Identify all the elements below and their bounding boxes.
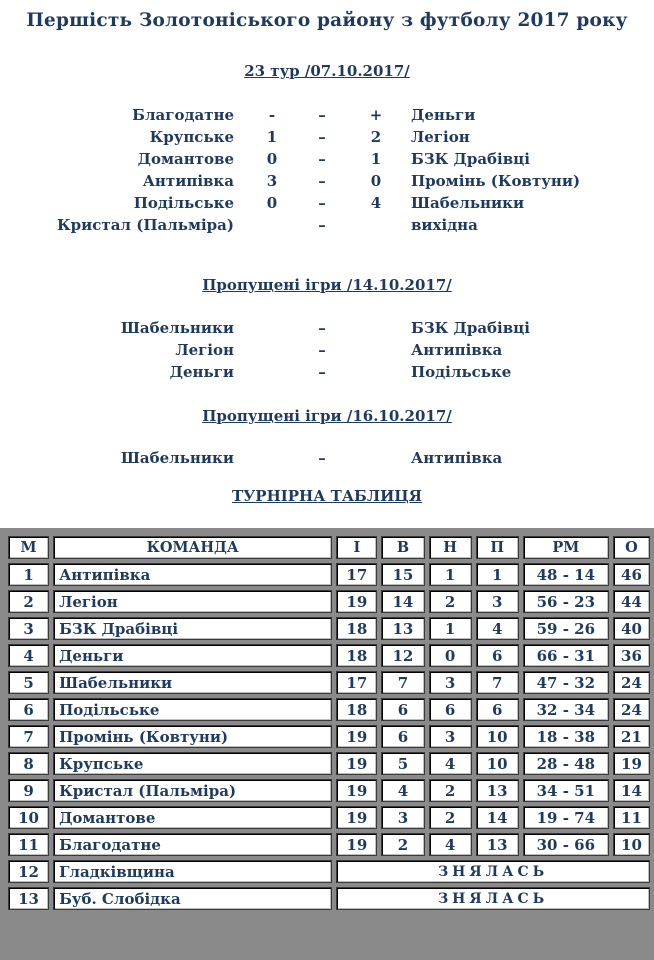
home-team: Антипівка	[142, 172, 234, 190]
missed-games-heading-2[interactable]: Пропущені ігри /16.10.2017/	[202, 407, 452, 425]
score-dash: –	[318, 194, 326, 212]
home-team: Шабельники	[120, 319, 234, 337]
position-cell: 2	[8, 590, 49, 613]
away-team: Легіон	[411, 128, 470, 146]
away-team: Промінь (Ковтуни)	[411, 172, 581, 190]
goals-cell: 30 - 66	[523, 833, 609, 856]
goals-cell: 47 - 32	[523, 671, 609, 694]
goals-cell: 48 - 14	[523, 563, 609, 586]
team-cell: Благодатне	[53, 833, 332, 856]
won-cell: 7	[381, 671, 424, 694]
col-header-lost: П	[476, 536, 519, 559]
home-team: Благодатне	[132, 106, 234, 124]
played-cell: 19	[336, 725, 377, 748]
standings-body	[8, 563, 650, 910]
table-row	[8, 779, 650, 802]
match-row	[0, 449, 654, 471]
table-row	[8, 752, 650, 775]
home-team: Деньги	[169, 363, 234, 381]
position-cell: 8	[8, 752, 49, 775]
match-row	[0, 172, 654, 194]
position-cell: 12	[8, 860, 49, 883]
points-cell: 40	[613, 617, 650, 640]
table-row	[8, 833, 650, 856]
won-cell: 3	[381, 806, 424, 829]
played-cell: 19	[336, 752, 377, 775]
played-cell: 19	[336, 779, 377, 802]
lost-cell: 1	[476, 563, 519, 586]
page-title: Першість Золотоніського району з футболу 2017 року	[26, 10, 628, 31]
won-cell: 6	[381, 698, 424, 721]
round-heading[interactable]: 23 тур /07.10.2017/	[244, 62, 410, 80]
team-cell: Домантове	[53, 806, 332, 829]
score-dash: –	[318, 216, 326, 234]
drawn-cell: 1	[429, 617, 472, 640]
table-row	[8, 644, 650, 667]
drawn-cell: 2	[429, 806, 472, 829]
goals-cell: 18 - 38	[523, 725, 609, 748]
col-header-team: КОМАНДА	[53, 536, 332, 559]
match-row	[0, 128, 654, 150]
col-header-played: І	[336, 536, 377, 559]
goals-cell: 32 - 34	[523, 698, 609, 721]
table-row	[8, 698, 650, 721]
withdrawn-status: ЗНЯЛАСЬ	[336, 860, 650, 883]
points-cell: 24	[613, 671, 650, 694]
team-cell: Буб. Слобідка	[53, 887, 332, 910]
drawn-cell: 6	[429, 698, 472, 721]
position-cell: 7	[8, 725, 49, 748]
match-row	[0, 216, 654, 238]
table-row	[8, 563, 650, 586]
lost-cell: 10	[476, 725, 519, 748]
score-dash: –	[318, 341, 326, 359]
match-row	[0, 194, 654, 216]
position-cell: 5	[8, 671, 49, 694]
played-cell: 17	[336, 563, 377, 586]
drawn-cell: 3	[429, 671, 472, 694]
lost-cell: 4	[476, 617, 519, 640]
home-score: 0	[266, 194, 278, 212]
table-row	[8, 806, 650, 829]
col-header-points: О	[613, 536, 650, 559]
table-row-withdrawn	[8, 887, 650, 910]
played-cell: 19	[336, 590, 377, 613]
drawn-cell: 3	[429, 725, 472, 748]
team-cell: Крупське	[53, 752, 332, 775]
goals-cell: 34 - 51	[523, 779, 609, 802]
score-dash: –	[318, 172, 326, 190]
score-dash: –	[318, 449, 326, 467]
team-cell: Антипівка	[53, 563, 332, 586]
away-team: Шабельники	[411, 194, 525, 212]
position-cell: 9	[8, 779, 49, 802]
home-score: 3	[266, 172, 278, 190]
drawn-cell: 1	[429, 563, 472, 586]
home-score: 0	[266, 150, 278, 168]
table-row-withdrawn	[8, 860, 650, 883]
team-cell: Шабельники	[53, 671, 332, 694]
goals-cell: 66 - 31	[523, 644, 609, 667]
away-score: +	[369, 106, 383, 124]
away-team: Антипівка	[411, 341, 503, 359]
match-row	[0, 319, 654, 341]
position-cell: 13	[8, 887, 49, 910]
drawn-cell: 2	[429, 779, 472, 802]
col-header-goals: РМ	[523, 536, 609, 559]
away-team: Антипівка	[411, 449, 503, 467]
points-cell: 14	[613, 779, 650, 802]
score-dash: –	[318, 106, 326, 124]
standings-table	[4, 532, 654, 914]
drawn-cell: 4	[429, 833, 472, 856]
played-cell: 19	[336, 806, 377, 829]
position-cell: 11	[8, 833, 49, 856]
position-cell: 10	[8, 806, 49, 829]
home-team: Домантове	[137, 150, 234, 168]
drawn-cell: 2	[429, 590, 472, 613]
lost-cell: 6	[476, 644, 519, 667]
lost-cell: 13	[476, 779, 519, 802]
home-team: Шабельники	[120, 449, 234, 467]
missed-games-heading-1[interactable]: Пропущені ігри /14.10.2017/	[202, 276, 452, 294]
away-score: 2	[370, 128, 382, 146]
points-cell: 11	[613, 806, 650, 829]
position-cell: 1	[8, 563, 49, 586]
won-cell: 13	[381, 617, 424, 640]
played-cell: 17	[336, 671, 377, 694]
position-cell: 6	[8, 698, 49, 721]
points-cell: 36	[613, 644, 650, 667]
standings-table-frame	[0, 528, 654, 960]
drawn-cell: 0	[429, 644, 472, 667]
position-cell: 4	[8, 644, 49, 667]
match-row	[0, 150, 654, 172]
away-score: 0	[370, 172, 382, 190]
match-row	[0, 106, 654, 128]
lost-cell: 3	[476, 590, 519, 613]
home-team: Кристал (Пальміра)	[57, 216, 234, 234]
match-row	[0, 341, 654, 363]
score-dash: –	[318, 363, 326, 381]
team-cell: Промінь (Ковтуни)	[53, 725, 332, 748]
lost-cell: 10	[476, 752, 519, 775]
played-cell: 18	[336, 617, 377, 640]
won-cell: 6	[381, 725, 424, 748]
won-cell: 2	[381, 833, 424, 856]
away-score: 4	[370, 194, 382, 212]
lost-cell: 7	[476, 671, 519, 694]
points-cell: 21	[613, 725, 650, 748]
team-cell: БЗК Драбівці	[53, 617, 332, 640]
away-team: Деньги	[411, 106, 476, 124]
goals-cell: 19 - 74	[523, 806, 609, 829]
standings-heading[interactable]: ТУРНІРНА ТАБЛИЦЯ	[231, 487, 423, 505]
away-team: БЗК Драбівці	[411, 150, 530, 168]
home-team: Крупське	[149, 128, 234, 146]
points-cell: 19	[613, 752, 650, 775]
col-header-drawn: Н	[429, 536, 472, 559]
home-score: 1	[266, 128, 278, 146]
score-dash: –	[318, 319, 326, 337]
lost-cell: 14	[476, 806, 519, 829]
lost-cell: 6	[476, 698, 519, 721]
played-cell: 19	[336, 833, 377, 856]
won-cell: 12	[381, 644, 424, 667]
goals-cell: 59 - 26	[523, 617, 609, 640]
table-row	[8, 671, 650, 694]
home-team: Легіон	[175, 341, 234, 359]
won-cell: 4	[381, 779, 424, 802]
played-cell: 18	[336, 698, 377, 721]
away-team: вихідна	[411, 216, 478, 234]
points-cell: 10	[613, 833, 650, 856]
team-cell: Подільське	[53, 698, 332, 721]
lost-cell: 13	[476, 833, 519, 856]
home-team: Подільське	[133, 194, 234, 212]
withdrawn-status: ЗНЯЛАСЬ	[336, 887, 650, 910]
won-cell: 15	[381, 563, 424, 586]
away-team: БЗК Драбівці	[411, 319, 530, 337]
drawn-cell: 4	[429, 752, 472, 775]
points-cell: 24	[613, 698, 650, 721]
won-cell: 5	[381, 752, 424, 775]
away-team: Подільське	[411, 363, 512, 381]
team-cell: Гладківщина	[53, 860, 332, 883]
won-cell: 14	[381, 590, 424, 613]
team-cell: Легіон	[53, 590, 332, 613]
col-header-position: М	[8, 536, 49, 559]
played-cell: 18	[336, 644, 377, 667]
table-row	[8, 590, 650, 613]
table-row	[8, 617, 650, 640]
table-header-row	[8, 536, 650, 559]
position-cell: 3	[8, 617, 49, 640]
score-dash: –	[318, 150, 326, 168]
table-row	[8, 725, 650, 748]
team-cell: Деньги	[53, 644, 332, 667]
points-cell: 44	[613, 590, 650, 613]
goals-cell: 28 - 48	[523, 752, 609, 775]
goals-cell: 56 - 23	[523, 590, 609, 613]
away-score: 1	[370, 150, 382, 168]
home-score: -	[268, 106, 276, 124]
match-row	[0, 363, 654, 385]
col-header-won: В	[381, 536, 424, 559]
score-dash: –	[318, 128, 326, 146]
points-cell: 46	[613, 563, 650, 586]
team-cell: Кристал (Пальміра)	[53, 779, 332, 802]
